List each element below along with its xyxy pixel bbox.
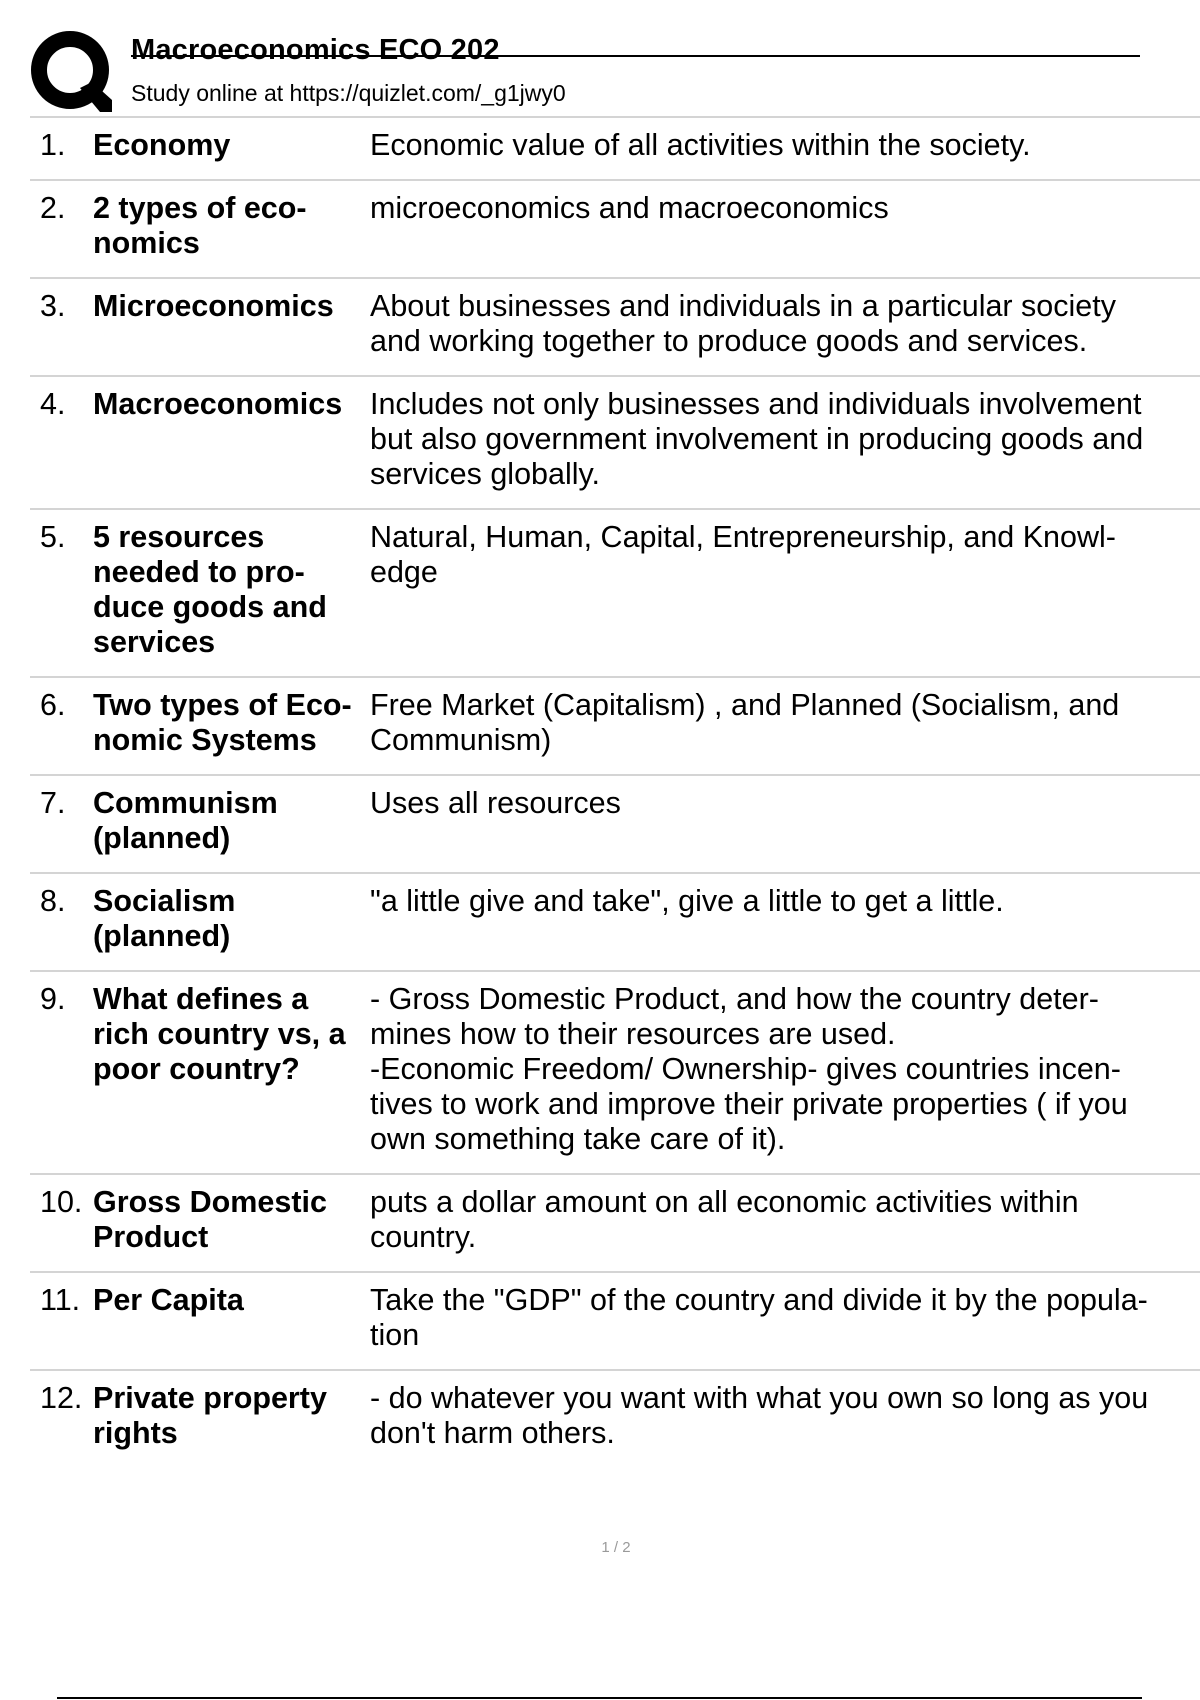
card-term: What defines a rich country vs, a poor country? — [93, 982, 346, 1086]
card-number: 4. — [40, 387, 66, 421]
quizlet-logo-icon — [30, 30, 115, 115]
card-term: 2 types of eco- nomics — [93, 191, 307, 260]
card-definition: Natural, Human, Capital, Entrepreneurship, and Knowl- edge — [370, 520, 1116, 589]
card-number: 11. — [40, 1283, 81, 1317]
flashcard-row — [30, 508, 1200, 676]
card-term: Economy — [93, 128, 231, 162]
card-definition: puts a dollar amount on all economic activities within country. — [370, 1185, 1079, 1254]
card-number: 3. — [40, 289, 66, 323]
flashcard-row — [30, 970, 1200, 1173]
card-term: Per Capita — [93, 1283, 244, 1317]
card-term: Communism (planned) — [93, 786, 278, 855]
card-term: Socialism (planned) — [93, 884, 236, 953]
card-term: Microeconomics — [93, 289, 334, 323]
card-definition: Includes not only businesses and individuals involvement but also government involvement in producing goods and services globally. — [370, 387, 1144, 491]
card-term: Two types of Eco- nomic Systems — [93, 688, 352, 757]
card-number: 5. — [40, 520, 66, 554]
study-url[interactable]: Study online at https://quizlet.com/_g1jwy0 — [131, 80, 566, 106]
card-number: 7. — [40, 786, 66, 820]
card-definition: Uses all resources — [370, 786, 621, 820]
card-number: 12. — [40, 1381, 83, 1415]
page-title: Macroeconomics ECO 202 — [131, 34, 500, 66]
card-number: 9. — [40, 982, 66, 1016]
card-term: 5 resources needed to pro- duce goods and services — [93, 520, 327, 659]
document-header — [30, 30, 1140, 120]
card-definition: About businesses and individuals in a particular society and working together to produce goods and services. — [370, 289, 1116, 358]
flashcard-row — [30, 1369, 1200, 1467]
flashcard-row — [30, 774, 1200, 872]
card-term: Macroeconomics — [93, 387, 343, 421]
flashcard-row — [30, 1271, 1200, 1369]
card-definition: - do whatever you want with what you own so long as you don't harm others. — [370, 1381, 1149, 1450]
card-number: 1. — [40, 128, 66, 162]
flashcard-row — [30, 1173, 1200, 1271]
footer-rule — [57, 1697, 1142, 1699]
card-term: Private property rights — [93, 1381, 327, 1450]
page-number: 1 / 2 — [601, 1539, 631, 1556]
card-definition: Free Market (Capitalism) , and Planned (Socialism, and Communism) — [370, 688, 1120, 757]
card-term: Gross Domestic Product — [93, 1185, 327, 1254]
card-definition: Take the "GDP" of the country and divide it by the popula- tion — [370, 1283, 1148, 1352]
card-number: 2. — [40, 191, 66, 225]
flashcard-row — [30, 277, 1200, 375]
flashcard-row — [30, 676, 1200, 774]
card-number: 8. — [40, 884, 66, 918]
card-number: 6. — [40, 688, 66, 722]
card-definition: "a little give and take", give a little to get a little. — [370, 884, 1004, 918]
card-definition: microeconomics and macroeconomics — [370, 191, 889, 225]
flashcard-row — [30, 375, 1200, 508]
flashcard-list — [30, 116, 1200, 1467]
flashcard-row — [30, 179, 1200, 277]
card-definition: - Gross Domestic Product, and how the country deter- mines how to their resources are used. -Economic Freedom/ Ownership- gives countries incen- tives to work and improve their private properties ( if you own something take care of it). — [370, 982, 1128, 1156]
card-number: 10. — [40, 1185, 83, 1219]
flashcard-row — [30, 872, 1200, 970]
card-definition: Economic value of all activities within the society. — [370, 128, 1031, 162]
flashcard-row — [30, 116, 1200, 179]
